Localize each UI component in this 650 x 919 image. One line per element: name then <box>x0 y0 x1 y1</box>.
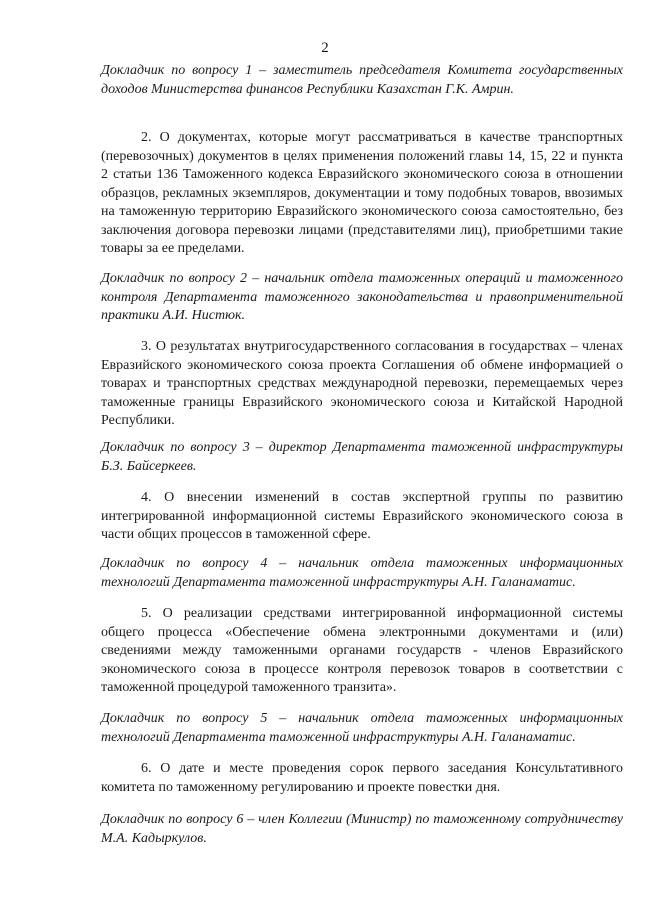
speaker-note-4: Докладчик по вопросу 4 – начальник отдела таможенных информационных технологий Департамента таможенной инфраструктуры А.Н. Галанаматис. <box>101 556 623 590</box>
agenda-item-4: 4. О внесении изменений в состав экспертной группы по развитию интегрированной информационной системы Евразийского экономического союза в части общих процессов в таможенной сфере. <box>101 490 623 542</box>
agenda-item-2: 2. О документах, которые могут рассматриваться в качестве транспортных (перевозочных) документов в целях применения положений главы 14, 15, 22 и пункта 2 статьи 136 Таможенного кодекса Евразийского экономического союза в отношении образцов, рекламных экземпляров, документации и тому подобных товаров, ввозимых на таможенную территорию Евразийского экономического союза самостоятельно, без заключения договора перевозки лицами (представителями лиц), приобретшими такие товары за ее пределами. <box>101 130 623 256</box>
speaker-note-2: Докладчик по вопросу 2 – начальник отдела таможенных операций и таможенного контроля Департамента таможенного законодательства и правоприменительной практики А.И. Нистюк. <box>101 271 623 323</box>
speaker-note-1: Докладчик по вопросу 1 – заместитель председателя Комитета государственных доходов Министерства финансов Республики Казахстан Г.К. Амрин. <box>101 63 623 97</box>
agenda-item-5: 5. О реализации средствами интегрированной информационной системы общего процесса «Обеспечение обмена электронными документами и (или) сведениями между таможенными органами государств - членов Евразийского экономического союза в процессе контроля перевозок товаров в соответствии с таможенной процедурой таможенного транзита». <box>101 606 623 695</box>
speaker-note-3: Докладчик по вопросу 3 – директор Департамента таможенной инфраструктуры Б.З. Байсеркеев. <box>101 440 623 474</box>
agenda-item-6: 6. О дате и месте проведения сорок первого заседания Консультативного комитета по таможенному регулированию и проекте повестки дня. <box>101 761 623 795</box>
speaker-note-6: Докладчик по вопросу 6 – член Коллегии (Министр) по таможенному сотрудничеству М.А. Кадыркулов. <box>101 812 623 846</box>
agenda-item-3: 3. О результатах внутригосударственного согласования в государствах – членах Евразийского экономического союза проекта Соглашения об обмене информацией о товарах и транспортных средствах международной перевозки, перемещаемых через таможенные границы Евразийского экономического союза и Китайской Народной Республики. <box>101 339 623 428</box>
speaker-note-5: Докладчик по вопросу 5 – начальник отдела таможенных информационных технологий Департамента таможенной инфраструктуры А.Н. Галанаматис. <box>101 711 623 745</box>
page-number: 2 <box>321 40 329 56</box>
